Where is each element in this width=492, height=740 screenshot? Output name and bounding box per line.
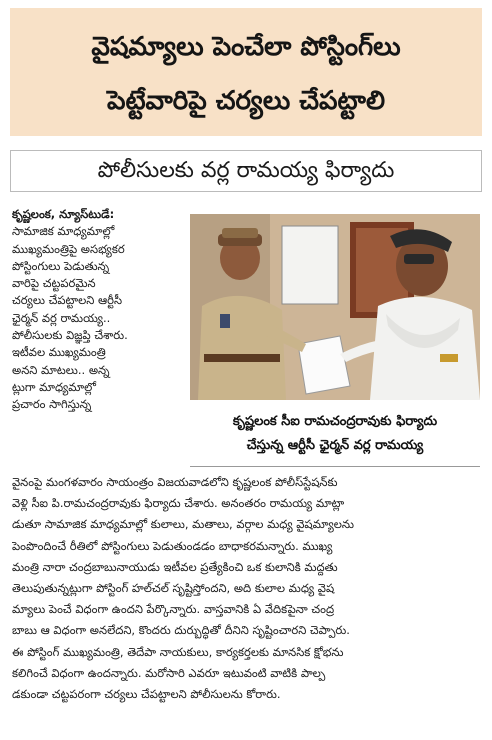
column-line: అనని మాటలు.. అన్న	[12, 362, 110, 377]
body-line: డుతూ సామాజిక మాధ్యమాల్లో కులాలు, మతాలు, వర్గాల మధ్య వైషమ్యాలను	[12, 517, 354, 532]
column-line: ప్రచారం సాగిస్తున్న	[12, 397, 92, 412]
photo-illustration	[190, 214, 480, 400]
body-line: తెలుపుతున్నట్లుగా పోస్టింగ్ హల్‌చల్ సృష్టిస్తోందని, అది కులాల మధ్య వైష	[12, 581, 335, 596]
body-line: వెళ్లి సీఐ పి.రామచంద్రరావుకు ఫిర్యాదు చేశారు. అనంతరం రామయ్య మాట్లా	[12, 496, 345, 511]
column-line: పోస్టింగులు పెడుతున్న	[12, 258, 110, 273]
subheadline-box	[10, 150, 482, 192]
headline-line-1: వైషమ్యాలు పెంచేలా పోస్టింగ్‌లు	[91, 32, 401, 62]
police-uniform	[198, 296, 286, 400]
article-body	[12, 472, 480, 705]
body-line: బాబు ఆ విధంగా అనలేదని, కొందరు దుర్బుద్ధితో దీనిని సృష్టించారని చెప్పారు.	[12, 623, 350, 638]
article-column	[12, 206, 180, 414]
column-line: ఛైర్మన్ వర్ల రామయ్య..	[12, 310, 111, 325]
body-line: ఈ పోస్టింగ్ ముఖ్యమంత్రి, తెదేపా నాయకులు, కార్యకర్తలకు మానసిక క్షోభను	[12, 644, 344, 659]
column-line: ట్లుగా మాధ్యమాల్లో	[12, 379, 96, 394]
body-line: వైనంపై మంగళవారం సాయంత్రం విజయవాడలోని కృష్ణలంక పోలీస్‌స్టేషన్‌కు	[12, 475, 338, 489]
body-line: మ్యాలు పెంచే విధంగా ఉందని పేర్కొన్నారు. వాస్తవానికి ఏ వేదికపైనా చంద్ర	[12, 602, 335, 617]
column-line: సామాజిక మాధ్యమాల్లో	[12, 224, 115, 239]
subheadline: పోలీసులకు వర్ల రామయ్య ఫిర్యాదు	[97, 158, 395, 183]
headline-line-2: పెట్టేవారిపై చర్యలు చేపట్టాలి	[106, 86, 386, 116]
column-line: ముఖ్యమంత్రిపై అసభ్యకర	[12, 241, 125, 256]
body-line: కలిగించే విధంగా ఉందన్నారు. మరోసారి ఎవరూ ఇటువంటి వాటికి పాల్ప	[12, 665, 326, 680]
body-line: మంత్రి నారా చంద్రబాబునాయుడు ఇటీవల ప్రత్యేకించి ఒక కులానికి మద్దతు	[12, 559, 338, 574]
caption-line-1: కృష్ణలంక సీఐ రామచంద్రరావుకు ఫిర్యాదు	[232, 414, 438, 429]
column-line: ఇటీవల ముఖ్యమంత్రి	[12, 345, 106, 360]
shawl	[370, 297, 480, 400]
column-line: చర్యలు చేపట్టాలని ఆర్టీసీ	[12, 293, 123, 308]
body-line: పెంపొందించే రీతిలో పోస్టింగులు పెడుతుండడం బాధాకరమన్నారు. ముఖ్య	[12, 538, 333, 553]
news-photo	[190, 214, 480, 400]
body-line: డకుండా చట్టపరంగా చర్యలు చేపట్టాలని పోలీసులను కోరారు.	[12, 687, 281, 702]
column-line: పోలీసులకు విజ్ఞప్తి చేశారు.	[12, 328, 128, 343]
photo-caption	[190, 404, 480, 467]
headline-banner	[10, 8, 482, 136]
dateline: కృష్ణలంక, న్యూస్‌టుడే:	[12, 207, 115, 221]
caption-line-2: చేస్తున్న ఆర్టీసీ ఛైర్మన్ వర్ల రామయ్య	[246, 438, 424, 453]
column-line: వారిపై చట్టపరమైన	[12, 276, 96, 291]
